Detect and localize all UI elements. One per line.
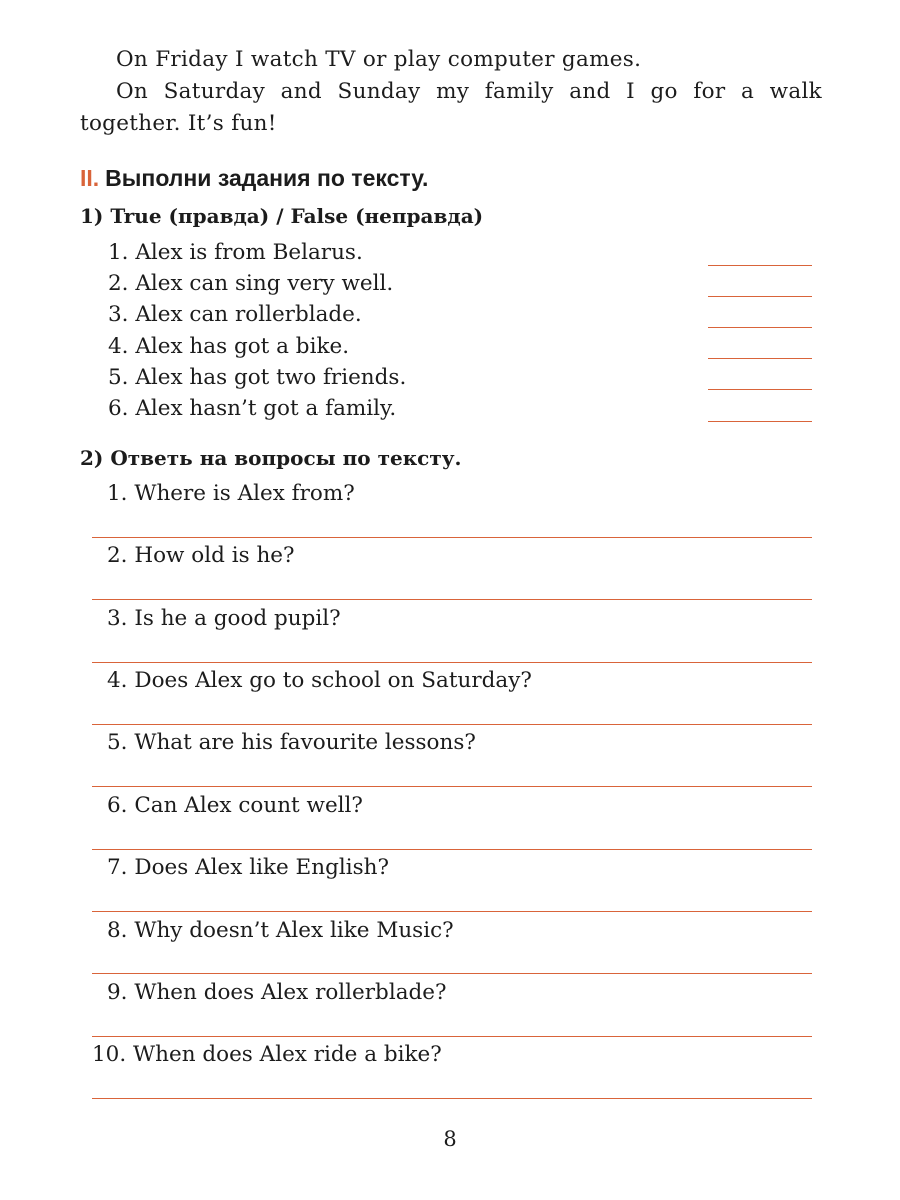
question-5: 5. What are his favourite lessons? [107, 730, 476, 755]
tf-answer-line-1[interactable] [708, 265, 812, 266]
tf-statement-2: 2. Alex can sing very well. [108, 271, 394, 296]
tf-statement-6: 6. Alex hasn’t got a family. [108, 396, 397, 421]
question-1: 1. Where is Alex from? [107, 481, 355, 506]
tf-answer-line-3[interactable] [708, 327, 812, 328]
answer-line-3[interactable] [92, 662, 812, 663]
answer-line-8[interactable] [92, 973, 812, 974]
task1-title: 1) True (правда) / False (неправда) [80, 204, 484, 228]
intro-text [80, 44, 822, 140]
section-title: Выполни задания по тексту. [105, 165, 429, 191]
tf-answer-line-2[interactable] [708, 296, 812, 297]
answer-line-6[interactable] [92, 849, 812, 850]
tf-answer-line-5[interactable] [708, 389, 812, 390]
page-number: 8 [443, 1127, 457, 1151]
question-6: 6. Can Alex count well? [107, 793, 363, 818]
answer-line-10[interactable] [92, 1098, 812, 1099]
question-10: 10. When does Alex ride a bike? [92, 1042, 442, 1067]
question-3: 3. Is he a good pupil? [107, 606, 341, 631]
question-9: 9. When does Alex rollerblade? [107, 980, 447, 1005]
answer-line-2[interactable] [92, 599, 812, 600]
intro-paragraph-2: On Saturday and Sunday my family and I go for a walk together. It’s fun! [80, 79, 822, 136]
answer-line-5[interactable] [92, 786, 812, 787]
question-8: 8. Why doesn’t Alex like Music? [107, 918, 454, 943]
tf-answer-line-4[interactable] [708, 358, 812, 359]
tf-statement-1: 1. Alex is from Belarus. [108, 240, 363, 265]
tf-statement-5: 5. Alex has got two friends. [108, 365, 407, 390]
section-heading [80, 162, 428, 194]
question-7: 7. Does Alex like English? [107, 855, 390, 880]
tf-statement-3: 3. Alex can rollerblade. [108, 302, 362, 327]
answer-line-9[interactable] [92, 1036, 812, 1037]
answer-line-7[interactable] [92, 911, 812, 912]
intro-paragraph-1: On Friday I watch TV or play computer games. [116, 47, 642, 72]
question-2: 2. How old is he? [107, 543, 295, 568]
task2-title: 2) Ответь на вопросы по тексту. [80, 446, 462, 470]
tf-statement-4: 4. Alex has got a bike. [108, 334, 350, 359]
answer-line-1[interactable] [92, 537, 812, 538]
answer-line-4[interactable] [92, 724, 812, 725]
tf-answer-line-6[interactable] [708, 421, 812, 422]
question-4: 4. Does Alex go to school on Saturday? [107, 668, 532, 693]
section-number: II. [80, 165, 100, 191]
